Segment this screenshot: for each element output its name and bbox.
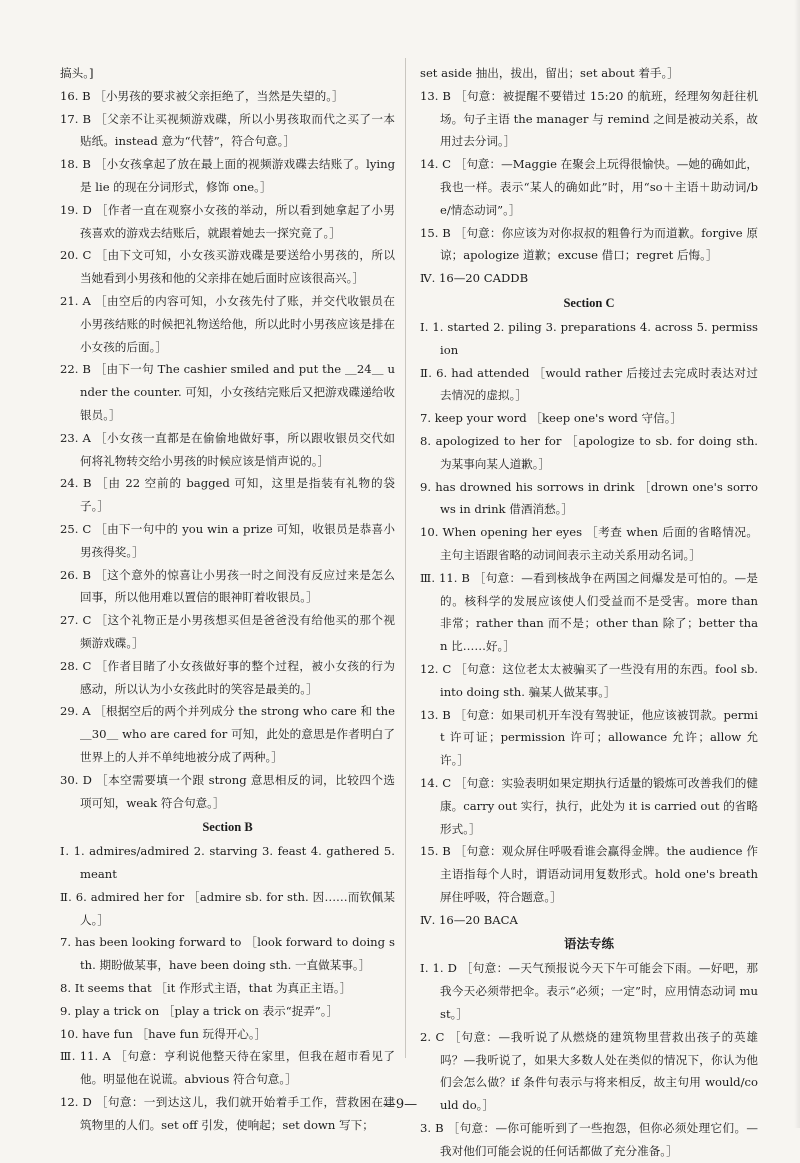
section-heading: Section B bbox=[202, 820, 253, 835]
answer-line: 8. It seems that ［it 作形式主语，that 为真正主语。］ bbox=[60, 981, 352, 996]
right-column bbox=[420, 62, 758, 1163]
column-divider bbox=[405, 58, 406, 1058]
answer-line: 30. D ［本空需要填一个跟 strong 意思相反的词，比较四个选项可知，weak 符合句意。］ bbox=[60, 772, 395, 810]
answer-line: 7. has been looking forward to ［look forward to doing sth. 期盼做某事，have been doing sth. 一直做某事。］ bbox=[60, 935, 395, 973]
answer-line: 23. A ［小女孩一直都是在偷偷地做好事，所以跟收银员交代如何将礼物转交给小男孩的时候应该是悄声说的。］ bbox=[60, 430, 395, 468]
answer-line: Ⅰ. 1. D ［句意：—天气预报说今天下午可能会下雨。—好吧，那我今天必须带把伞。表示“必须；一定”时，应用情态动词 must。］ bbox=[420, 961, 758, 1022]
answer-line: 12. C ［句意：这位老太太被骗买了一些没有用的东西。fool sb. into doing sth. 骗某人做某事。］ bbox=[420, 661, 758, 699]
answer-line: Ⅰ. 1. started 2. piling 3. preparations 4. across 5. permission bbox=[420, 319, 758, 357]
answer-line: 搞头。] bbox=[60, 66, 94, 80]
answer-line: Ⅱ. 6. had attended ［would rather 后接过去完成时表达对过去情况的虚拟。］ bbox=[420, 365, 758, 403]
answer-line: 15. B ［句意：你应该为对你叔叔的粗鲁行为而道歉。forgive 原谅；apologize 道歉；excuse 借口；regret 后悔。］ bbox=[420, 225, 758, 263]
answer-line: 20. C ［由下文可知，小女孩买游戏碟是要送给小男孩的，所以当她看到小男孩和他的父亲排在她后面时应该很高兴。］ bbox=[60, 248, 395, 286]
answer-line: 21. A ［由空后的内容可知，小女孩先付了账，并交代收银员在小男孩结账的时候把礼物送给他，所以此时小男孩应该是排在小女孩的后面。］ bbox=[60, 293, 395, 354]
scan-shadow bbox=[794, 0, 800, 1128]
answer-line: 2. C ［句意：—我听说了从燃烧的建筑物里营救出孩子的英雄吗？—我听说了，如果大多数人处在类似的情况下，你认为他们会怎么做？if 条件句表示与将来相反，故主句用 would/could do。］ bbox=[420, 1029, 758, 1113]
answer-line: 9. play a trick on ［play a trick on 表示“捉弄”。］ bbox=[60, 1003, 339, 1018]
answer-line: 3. B ［句意：—你可能听到了一些抱怨，但你必须处理它们。—我对他们可能会说的任何话都做了充分准备。］ bbox=[420, 1121, 758, 1158]
answer-line: 13. B ［句意：如果司机开车没有驾驶证，他应该被罚款。permit 许可证；permission 许可；allowance 允许；allow 允许。］ bbox=[420, 707, 758, 768]
answer-line: 17. B ［父亲不让买视频游戏碟，所以小男孩取而代之买了一本贴纸。instead 意为“代替”，符合句意。］ bbox=[60, 111, 395, 149]
answer-line: 29. A ［根据空后的两个并列成分 the strong who care 和 the ＿30＿ who are cared for 可知，此处的意思是作者明白了世界上的人并不单纯地被分成了两种。］ bbox=[60, 704, 395, 764]
answer-line: 14. C ［句意：实验表明如果定期执行适量的锻炼可改善我们的健康。carry out 实行，执行，此处为 it is carried out 的省略形式。］ bbox=[420, 775, 758, 836]
section-heading: 语法专练 bbox=[563, 937, 614, 952]
answer-line: 18. B ［小女孩拿起了放在最上面的视频游戏碟去结账了。lying 是 lie 的现在分词形式，修饰 one。］ bbox=[60, 157, 395, 194]
answer-line: 7. keep your word ［keep one's word 守信。］ bbox=[420, 411, 683, 426]
left-column bbox=[60, 62, 395, 1137]
answer-line: 15. B ［句意：观众屏住呼吸看谁会赢得金牌。the audience 作主语指每个人时，谓语动词用复数形式。hold one's breath 屏住呼吸，符合题意。］ bbox=[420, 844, 758, 904]
answer-line: 27. C ［这个礼物正是小男孩想买但是爸爸没有给他买的那个视频游戏碟。］ bbox=[60, 613, 395, 650]
answer-line: 14. C ［句意：—Maggie 在聚会上玩得很愉快。—她的确如此，我也一样。表示“某人的确如此”时，用“so＋主语＋助动词/be/情态动词”。］ bbox=[420, 157, 758, 217]
answer-line: Ⅳ. 16—20 BACA bbox=[420, 912, 518, 927]
answer-line: Ⅰ. 1. admires/admired 2. starving 3. feast 4. gathered 5. meant bbox=[60, 844, 395, 882]
answer-line: 22. B ［由下一句 The cashier smiled and put the ＿24＿ under the counter. 可知，小女孩结完账后又把游戏碟递给收银员。］ bbox=[60, 362, 395, 422]
answer-line: Ⅱ. 6. admired her for ［admire sb. for sth. 因……而钦佩某人。］ bbox=[60, 889, 395, 927]
page-number: —9— bbox=[382, 1097, 418, 1112]
answer-line: 16. B ［小男孩的要求被父亲拒绝了，当然是失望的。］ bbox=[60, 88, 344, 103]
answer-line: 10. have fun ［have fun 玩得开心。］ bbox=[60, 1026, 267, 1041]
answer-line: Ⅳ. 16—20 CADDB bbox=[420, 271, 529, 286]
answer-line: 26. B ［这个意外的惊喜让小男孩一时之间没有反应过来是怎么回事，所以他用难以置信的眼神盯着收银员。］ bbox=[60, 567, 395, 605]
section-heading: Section C bbox=[563, 295, 615, 310]
answer-line: 10. When opening her eyes ［考查 when 后面的省略情况。主句主语跟省略的动词间表示主动关系用动名词。］ bbox=[420, 525, 758, 562]
answer-line: 28. C ［作者目睹了小女孩做好事的整个过程，被小女孩的行为感动，所以认为小女孩此时的笑容是最美的。］ bbox=[60, 658, 395, 696]
answer-line: 13. B ［句意：被提醒不要错过 15:20 的航班，经理匆匆赶往机场。句子主语 the manager 与 remind 之间是被动关系，故用过去分词。］ bbox=[420, 88, 758, 149]
answer-line: Ⅲ. 11. A ［句意：亨利说他整天待在家里，但我在超市看见了他。明显他在说谎。abvious 符合句意。］ bbox=[60, 1049, 395, 1087]
answer-line: set aside 抽出，拔出，留出；set about 着手。］ bbox=[420, 66, 679, 80]
answer-line: 12. D ［句意：一到达这儿，我们就开始着手工作，营救困在建筑物里的人们。set off 引发，使响起；set down 写下； bbox=[60, 1095, 395, 1132]
answer-line: 24. B ［由 22 空前的 bagged 可知，这里是指装有礼物的袋子。］ bbox=[60, 476, 395, 514]
answer-line: 19. D ［作者一直在观察小女孩的举动，所以看到她拿起了小男孩喜欢的游戏去结账后，就跟着她去一探究竟了。］ bbox=[60, 202, 395, 240]
answer-line: 9. has drowned his sorrows in drink ［drown one's sorrows in drink 借酒消愁。］ bbox=[420, 479, 758, 517]
answer-line: Ⅲ. 11. B ［句意：—看到核战争在两国之间爆发是可怕的。—是的。核科学的发展应该使人们受益而不是受害。more than 非常；rather than 而不是；other than 除了；better than 比……好。］ bbox=[420, 570, 758, 654]
answer-line: 8. apologized to her for ［apologize to sb. for doing sth. 为某事向某人道歉。］ bbox=[420, 433, 758, 471]
answer-line: 25. C ［由下一句中的 you win a prize 可知，收银员是恭喜小男孩得奖。］ bbox=[60, 521, 395, 559]
